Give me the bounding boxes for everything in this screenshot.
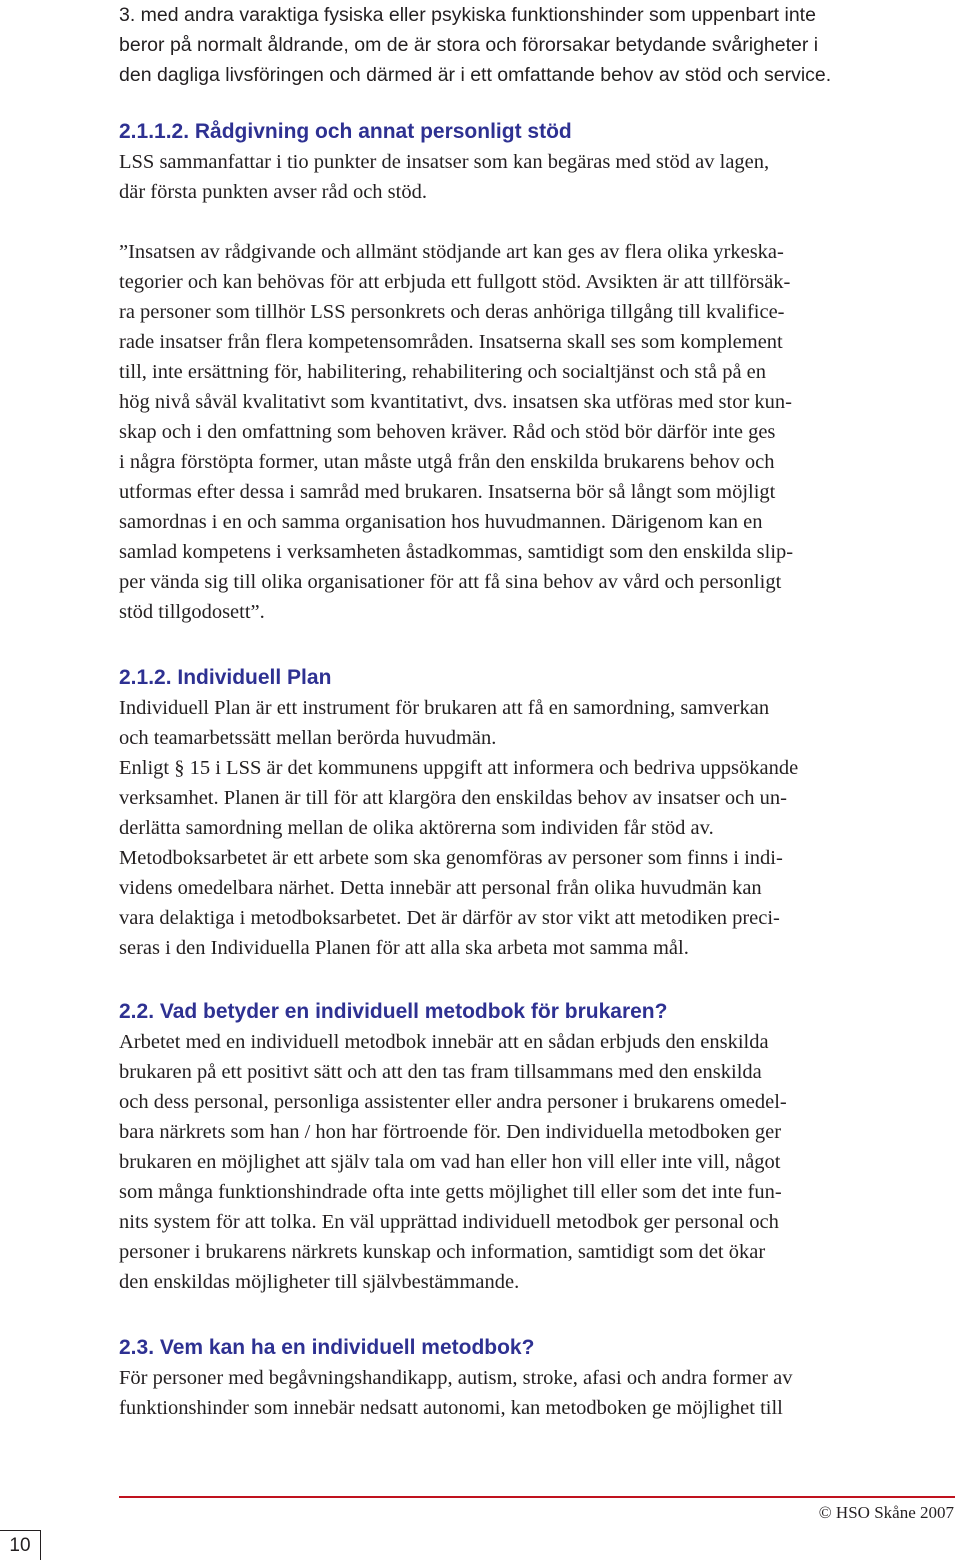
text-line: till, inte ersättning för, habilitering, rehabilitering och socialtjänst och stå på en <box>119 361 767 383</box>
section-heading: 2.2. Vad betyder en individuell metodbok för brukaren? <box>119 1000 668 1023</box>
page-number: 10 <box>0 1530 41 1560</box>
text-line: och dess personal, personliga assistenter eller andra personer i brukarens omedel- <box>119 1091 787 1113</box>
text-line: ”Insatsen av rådgivande och allmänt stödjande art kan ges av flera olika yrkeska- <box>119 241 784 263</box>
text-line: samordnas i en och samma organisation hos huvudmannen. Därigenom kan en <box>119 511 763 533</box>
text-line: Arbetet med en individuell metodbok innebär att en sådan erbjuds den enskilda <box>119 1031 769 1053</box>
text-line: stöd tillgodosett”. <box>119 601 265 623</box>
text-line: bara närkrets som han / hon har förtroende för. Den individuella metodboken ger <box>119 1121 782 1143</box>
text-line: videns omedelbara närhet. Detta innebär att personal från olika huvudmän kan <box>119 877 762 899</box>
text-line: den dagliga livsföringen och därmed är i ett omfattande behov av stöd och service. <box>119 64 832 86</box>
footer-copyright: © HSO Skåne 2007 <box>818 1503 954 1522</box>
text-line: skap och i den omfattning som behoven kräver. Råd och stöd bör därför inte ges <box>119 421 776 443</box>
text-line: brukaren på ett positivt sätt och att den tas fram tillsammans med den enskilda <box>119 1061 762 1083</box>
text-line: verksamhet. Planen är till för att klargöra den enskildas behov av insatser och un- <box>119 787 787 809</box>
text-line: där första punkten avser råd och stöd. <box>119 181 427 203</box>
text-line: Enligt § 15 i LSS är det kommunens uppgift att informera och bedriva uppsökande <box>119 757 799 779</box>
footer-rule <box>119 1496 955 1498</box>
text-line: samlad kompetens i verksamheten åstadkommas, samtidigt som den enskilda slip- <box>119 541 794 563</box>
body-paragraph <box>119 147 959 207</box>
section-heading: 2.1.1.2. Rådgivning och annat personligt stöd <box>119 120 572 143</box>
text-line: Metodboksarbetet är ett arbete som ska genomföras av personer som finns i indi- <box>119 847 783 869</box>
text-line: ra personer som tillhör LSS personkrets och deras anhöriga tillgång till kvalifice- <box>119 301 785 323</box>
section-heading: 2.3. Vem kan ha en individuell metodbok? <box>119 1336 535 1359</box>
body-paragraph <box>119 1027 959 1297</box>
text-line: tegorier och kan behövas för att erbjuda ett fullgott stöd. Avsikten är att tillförsäk- <box>119 271 791 293</box>
body-paragraph <box>119 237 959 627</box>
text-line: personer i brukarens närkrets kunskap och information, samtidigt som det ökar <box>119 1241 766 1263</box>
text-line: Individuell Plan är ett instrument för brukaren att få en samordning, samverkan <box>119 697 770 719</box>
text-line: per vända sig till olika organisationer för att få sina behov av vård och personligt <box>119 571 782 593</box>
text-line: den enskildas möjligheter till självbestämmande. <box>119 1271 520 1293</box>
text-line: vara delaktiga i metodboksarbetet. Det är därför av stor vikt att metodiken preci- <box>119 907 780 929</box>
text-line: brukaren en möjlighet att själv tala om vad han eller hon vill eller inte vill, något <box>119 1151 781 1173</box>
text-line: LSS sammanfattar i tio punkter de insatser som kan begäras med stöd av lagen, <box>119 151 770 173</box>
text-line: i några förstöpta former, utan måste utgå från den enskilda brukarens behov och <box>119 451 775 473</box>
text-line: som många funktionshindrade ofta inte getts möjlighet till eller som det inte fun- <box>119 1181 782 1203</box>
text-line: hög nivå såväl kvalitativt som kvantitativt, dvs. insatsen ska utföras med stor kun- <box>119 391 792 413</box>
text-line: utformas efter dessa i samråd med brukaren. Insatserna bör så långt som möjligt <box>119 481 776 503</box>
text-line: nits system för att tolka. En väl upprättad individuell metodbok ger personal och <box>119 1211 779 1233</box>
text-line: seras i den Individuella Planen för att alla ska arbeta mot samma mål. <box>119 937 689 959</box>
text-line: derlätta samordning mellan de olika aktörerna som individen får stöd av. <box>119 817 714 839</box>
body-paragraph <box>119 693 959 963</box>
text-line: och teamarbetssätt mellan berörda huvudmän. <box>119 727 497 749</box>
text-line: För personer med begåvningshandikapp, autism, stroke, afasi och andra former av <box>119 1367 793 1389</box>
text-line: beror på normalt åldrande, om de är stora och förorsakar betydande svårigheter i <box>119 34 819 56</box>
section-heading: 2.1.2. Individuell Plan <box>119 666 332 689</box>
intro-paragraph <box>119 0 959 90</box>
body-paragraph <box>119 1363 959 1423</box>
text-line: rade insatser från flera kompetensområden. Insatserna skall ses som komplement <box>119 331 783 353</box>
text-line: funktionshinder som innebär nedsatt autonomi, kan metodboken ge möjlighet till <box>119 1397 783 1419</box>
text-line: 3. med andra varaktiga fysiska eller psykiska funktionshinder som uppenbart inte <box>119 4 816 26</box>
